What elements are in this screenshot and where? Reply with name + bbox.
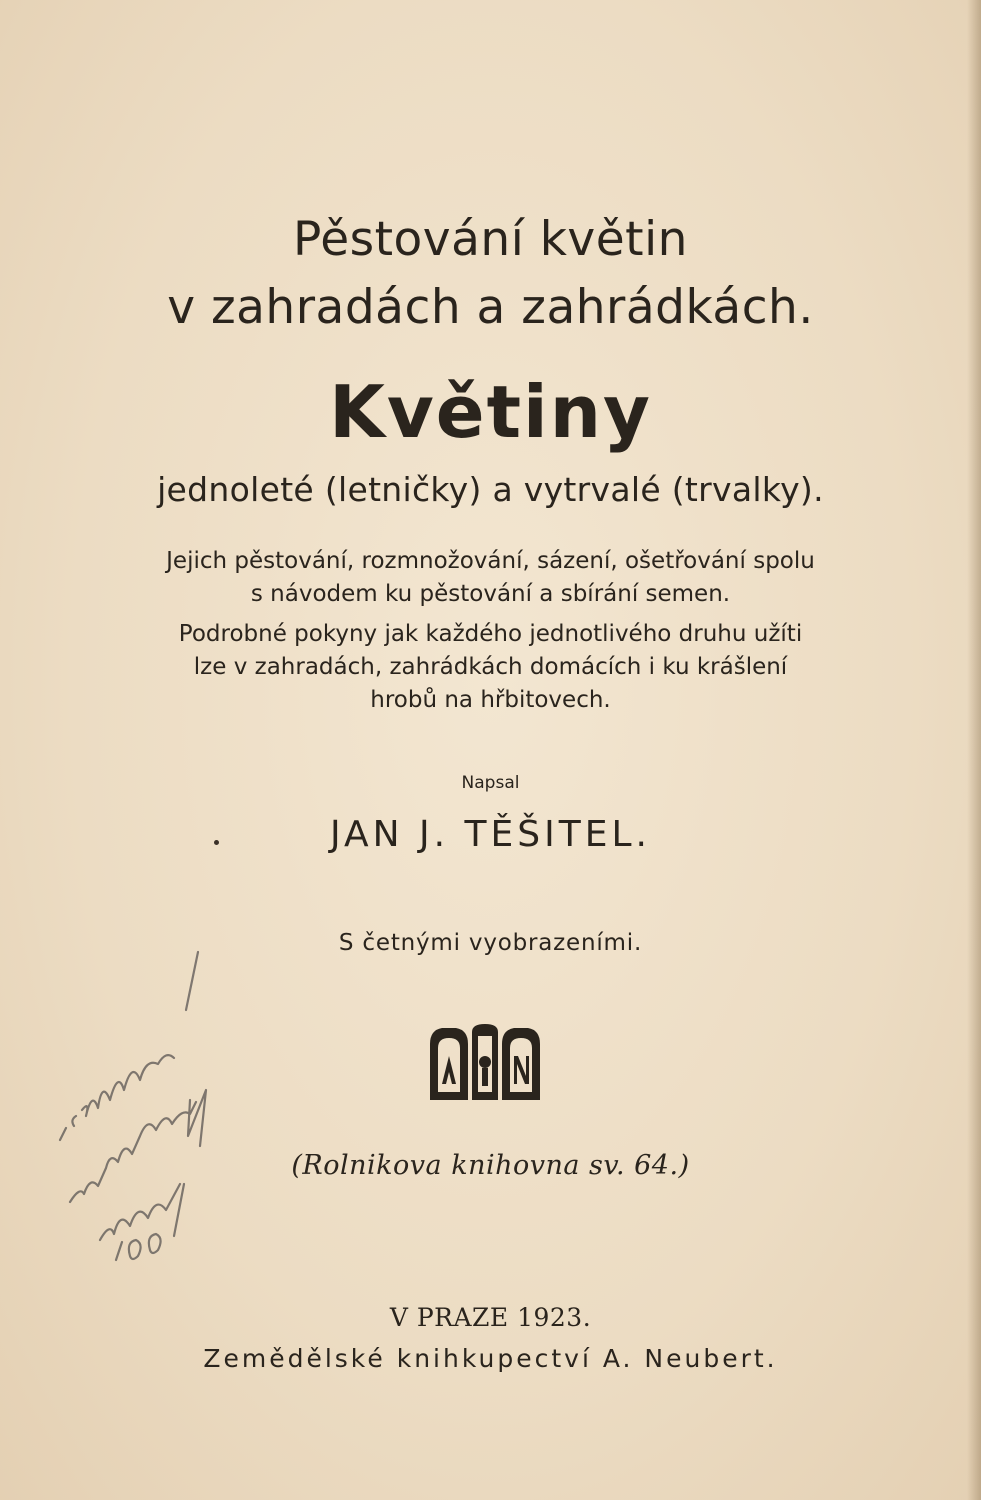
description-line: lze v zahradách, zahrádkách domácích i ku krášlení [193, 654, 788, 680]
handwritten-pencil-note [40, 940, 240, 1280]
series-note: (Rolnikova knihovna sv. 64.) [291, 1150, 690, 1181]
illustrations-note: S četnými vyobrazeními. [338, 930, 643, 956]
description-line: Jejich pěstování, rozmnožování, sázení, ošetřování spolu [166, 548, 815, 574]
main-title: Květiny [329, 370, 652, 454]
publisher-logo [422, 1022, 548, 1106]
description-line: Podrobné pokyny jak každého jednotlivého druhu užíti [178, 621, 803, 647]
title-line-1: Pěstování květin [293, 212, 688, 267]
author-name: JAN J. TĚŠITEL. [330, 814, 651, 855]
description-line: s návodem ku pěstování a sbírání semen. [250, 581, 731, 607]
byline: Napsal [461, 773, 520, 793]
description-paragraph-1 [0, 545, 981, 611]
description-paragraph-2 [0, 618, 981, 717]
imprint-place-year: V PRAZE 1923. [389, 1303, 592, 1332]
description-line: hrobů na hřbitovech. [370, 687, 611, 713]
imprint-publisher: Zemědělské knihkupectví A. Neubert. [203, 1344, 778, 1373]
subtitle: jednoleté (letničky) a vytrvalé (trvalky). [157, 470, 824, 509]
title-line-2: v zahradách a zahrádkách. [167, 280, 814, 335]
